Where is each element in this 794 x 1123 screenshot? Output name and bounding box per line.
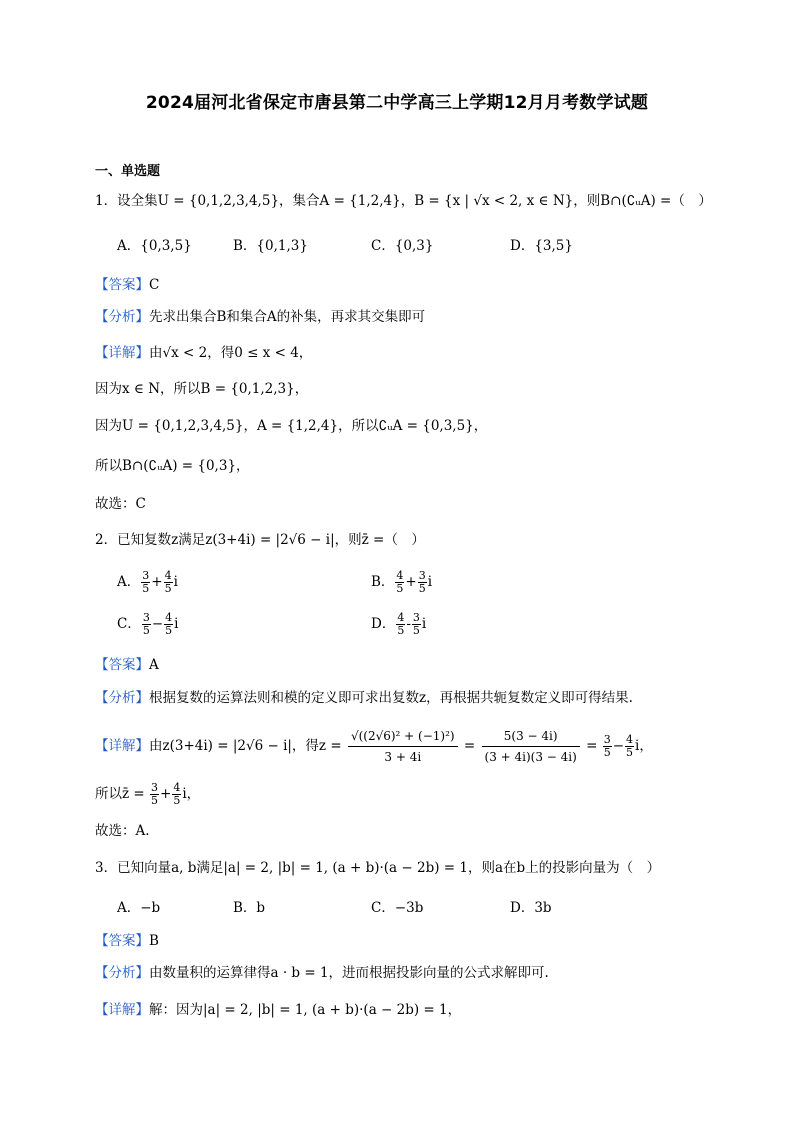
fraction — [412, 612, 421, 637]
detail-tag: 【详解】 — [95, 1002, 149, 1018]
answer-tag: 【答案】 — [95, 933, 149, 949]
fraction — [482, 728, 580, 765]
denominator: 3 + 4i — [384, 750, 422, 764]
fraction — [172, 782, 181, 807]
numerator: 4 — [397, 611, 405, 624]
q1-detail-line-2: 因为x ∈ N，所以B = {0,1,2,3}， — [95, 381, 309, 397]
numerator: 3 — [603, 733, 611, 746]
denominator: 5 — [142, 624, 150, 637]
denominator: 5 — [603, 746, 611, 759]
fraction — [395, 570, 404, 595]
denominator: 5 — [173, 794, 181, 807]
fraction — [164, 612, 173, 637]
answer-tag: 【答案】 — [95, 277, 149, 293]
q1-detail-line-4: 所以B∩(∁ᵤA) = {0,3}， — [95, 458, 250, 474]
section-heading: 一、单选题 — [95, 164, 161, 179]
equals-sign: = — [586, 738, 598, 754]
q3-answer-value: B — [149, 933, 159, 949]
q3-option-b: B．b — [233, 900, 266, 916]
analysis-tag: 【分析】 — [95, 309, 149, 325]
imag-unit: i — [421, 616, 427, 632]
q3-analysis-text: 由数量积的运算律得a · b = 1，进而根据投影向量的公式求解即可. — [149, 965, 549, 981]
fraction — [418, 570, 427, 595]
imag-unit: i — [427, 574, 433, 590]
numerator: 3 — [418, 569, 426, 582]
q3-stem: 3．已知向量a, b满足|a| = 2, |b| = 1, (a + b)·(a − 2b) = 1，则a在b上的投影向量为（ ） — [95, 860, 661, 876]
operator: + — [160, 786, 172, 802]
fraction — [625, 734, 634, 759]
denominator: 5 — [142, 582, 150, 595]
denominator: 5 — [151, 794, 159, 807]
page-title: 2024届河北省保定市唐县第二中学高三上学期12月月考数学试题 — [145, 93, 649, 113]
q2-option-b-label: B． — [371, 574, 395, 590]
q1-option-d: D．{3,5} — [510, 238, 573, 254]
q1-detail-text-1: 由√x < 2，得0 ≤ x < 4， — [149, 345, 313, 361]
q3-detail-text: 解：因为|a| = 2, |b| = 1, (a + b)·(a − 2b) = 1， — [149, 1002, 462, 1018]
operator: + — [405, 574, 417, 590]
q3-option-d: D．3b — [510, 900, 552, 916]
numerator: 4 — [626, 733, 634, 746]
numerator: √((2√6)² + (−1)²) — [348, 728, 458, 747]
denominator: 5 — [165, 624, 173, 637]
imag-unit: i — [174, 616, 179, 632]
q1-analysis — [95, 307, 425, 327]
q1-stem: 1．设全集U = {0,1,2,3,4,5}，集合A = {1,2,4}，B = {x | √x < 2, x ∈ N}，则B∩(∁ᵤA) =（ ） — [95, 193, 712, 209]
operator: − — [151, 616, 164, 632]
q2-analysis — [95, 688, 633, 708]
q1-option-c: C．{0,3} — [371, 238, 434, 254]
q3-detail-line-1 — [95, 1000, 461, 1020]
q2-final: 故选：A. — [95, 823, 150, 839]
denominator: 5 — [418, 582, 426, 595]
numerator: 4 — [173, 781, 181, 794]
fraction — [164, 570, 173, 595]
q2-option-c — [117, 612, 178, 637]
denominator: 5 — [412, 624, 420, 637]
numerator: 3 — [142, 569, 150, 582]
q2-stem: 2．已知复数z满足z(3+4i) = |2√6 − i|，则z̄ =（ ） — [95, 532, 425, 548]
q3-answer — [95, 931, 159, 951]
denominator: 5 — [396, 582, 404, 595]
q3-option-a: A．−b — [117, 900, 161, 916]
imag-unit: i — [173, 574, 178, 590]
q1-option-b: B．{0,1,3} — [233, 238, 308, 254]
operator: − — [612, 738, 625, 754]
q2-option-a — [117, 570, 178, 595]
q1-answer-value: C — [149, 277, 160, 293]
fraction — [142, 612, 151, 637]
fraction — [348, 728, 458, 765]
numerator: 4 — [164, 569, 172, 582]
denominator: 5 — [164, 582, 172, 595]
numerator: 3 — [412, 611, 420, 624]
denominator: (3 + 4i)(3 − 4i) — [484, 750, 577, 764]
q3-option-c: C．−3b — [371, 900, 424, 916]
q1-option-a: A．{0,3,5} — [117, 238, 192, 254]
answer-tag: 【答案】 — [95, 657, 149, 673]
numerator: 3 — [151, 781, 159, 794]
imag-unit: i， — [635, 738, 653, 754]
fraction — [396, 612, 405, 637]
fraction — [603, 734, 612, 759]
numerator: 5(3 − 4i) — [482, 728, 580, 747]
q2-detail-line-1 — [95, 726, 653, 766]
q2-option-b — [371, 570, 432, 595]
imag-unit: i， — [182, 786, 201, 802]
q2-option-c-label: C． — [117, 616, 141, 632]
q2-option-a-label: A． — [117, 574, 141, 590]
q3-analysis — [95, 963, 549, 983]
q1-detail-line-5: 故选：C — [95, 496, 146, 512]
detail-tag: 【详解】 — [95, 345, 149, 361]
operator: + — [151, 574, 163, 590]
analysis-tag: 【分析】 — [95, 965, 149, 981]
q2-option-d-label: D． — [371, 616, 396, 632]
denominator: 5 — [626, 746, 634, 759]
q1-analysis-text: 先求出集合B和集合A的补集，再求其交集即可 — [149, 309, 426, 325]
numerator: 4 — [396, 569, 404, 582]
q2-detail-line-2 — [95, 780, 200, 808]
equals-sign: = — [463, 738, 476, 754]
fraction — [150, 782, 159, 807]
numerator: 4 — [165, 611, 173, 624]
numerator: 3 — [142, 611, 150, 624]
q1-detail-line-1 — [95, 343, 312, 363]
operator: - — [406, 616, 411, 632]
fraction — [141, 570, 150, 595]
detail-tag: 【详解】 — [95, 738, 149, 754]
denominator: 5 — [397, 624, 405, 637]
q1-answer — [95, 275, 159, 295]
q2-answer — [95, 655, 159, 675]
q2-detail-pre: 由z(3+4i) = |2√6 − i|，得z = — [149, 738, 342, 754]
q2-answer-value: A — [149, 657, 159, 673]
analysis-tag: 【分析】 — [95, 690, 149, 706]
q2-option-d — [371, 612, 426, 637]
q2-analysis-text: 根据复数的运算法则和模的定义即可求出复数z，再根据共轭复数定义即可得结果. — [149, 690, 633, 706]
q2-so-pre: 所以z̄ = — [95, 786, 145, 802]
q1-detail-line-3: 因为U = {0,1,2,3,4,5}，A = {1,2,4}，所以∁ᵤA = {0,3,5}， — [95, 418, 488, 434]
